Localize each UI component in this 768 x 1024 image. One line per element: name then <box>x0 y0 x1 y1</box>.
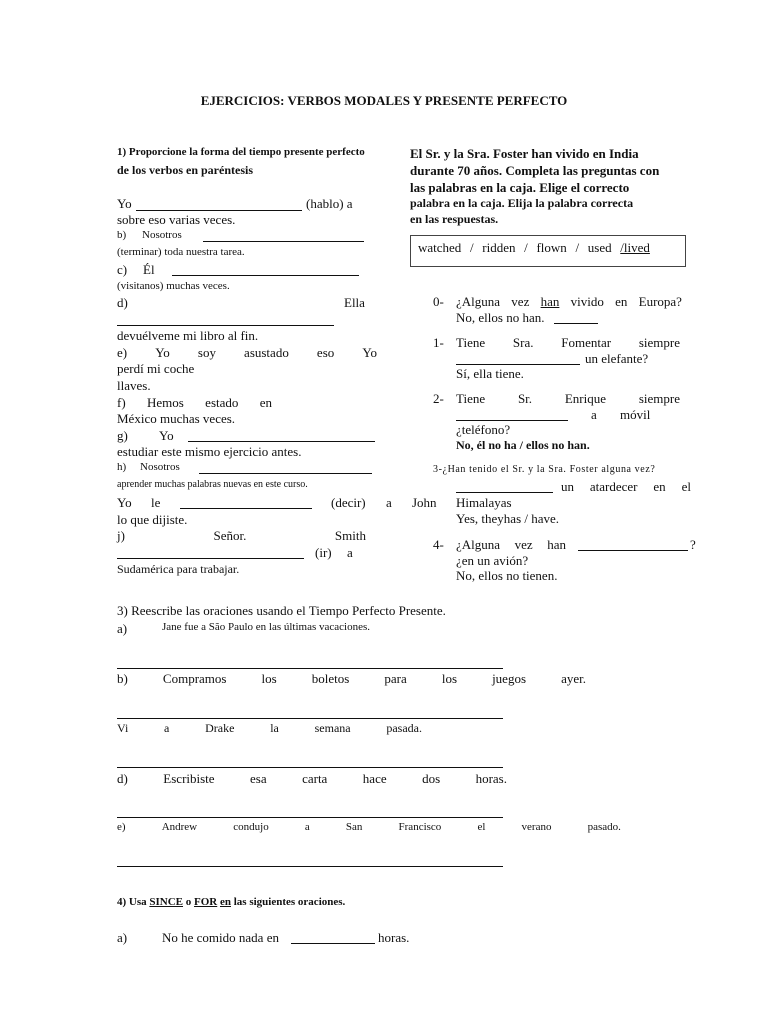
item-e-word: eso <box>316 345 335 360</box>
sec3-e-sentence <box>117 821 621 833</box>
sec3-c-word: a <box>164 721 170 735</box>
sec3-d-word: esa <box>250 771 267 786</box>
q3-word: atardecer <box>589 479 638 494</box>
sec3-a-sentence: Jane fue a São Paulo en las últimas vacaciones. <box>162 621 371 633</box>
sec3-e-word: e) <box>117 821 126 833</box>
q0-word: Europa? <box>638 294 682 309</box>
sec4-a-blank[interactable] <box>291 943 375 944</box>
q1-continuation: un elefante? <box>585 351 649 366</box>
item-j-prep: a <box>347 545 353 560</box>
item-i-continuation: lo que dijiste. <box>117 512 188 527</box>
sec3-c-word: pasada. <box>386 721 422 735</box>
q3-word: en <box>653 479 666 494</box>
q3-question: 3-¿Han tenido el Sr. y la Sra. Foster alguna vez? <box>433 464 656 475</box>
sec3-b-sentence <box>117 671 586 687</box>
sec3-c-sentence <box>117 721 422 736</box>
item-f-word: f) <box>117 395 126 410</box>
item-c-subject: Él <box>143 262 155 277</box>
q3-word: el <box>681 479 691 494</box>
q4-number: 4- <box>433 537 444 552</box>
item-b-subject: Nosotros <box>142 229 182 241</box>
q3-continuation: Himalayas <box>456 495 512 510</box>
q3-blank[interactable] <box>456 492 553 493</box>
q0-word: ¿Alguna <box>456 294 501 309</box>
q0-answer-blank[interactable] <box>554 323 598 324</box>
q0-line1 <box>456 294 682 310</box>
item-f-word: en <box>259 395 272 410</box>
sec3-d-word: Escribiste <box>163 771 215 786</box>
item-j-word: Smith <box>334 528 366 543</box>
q0-number: 0- <box>433 294 444 309</box>
item-d-blank[interactable] <box>117 325 334 326</box>
item-b-continuation: (terminar) toda nuestra tarea. <box>117 246 245 258</box>
q1-answer: Sí, ella tiene. <box>456 366 524 381</box>
item-e-word: Yo <box>155 345 170 360</box>
item-j-line1 <box>117 528 366 544</box>
sec3-d-word: hace <box>362 771 387 786</box>
item-g-label: g) <box>117 428 128 443</box>
sec2-intro-line3: las palabras en la caja. Elige el correcto <box>410 180 630 195</box>
q4-line1 <box>456 537 566 553</box>
sec2-intro-line5: en las respuestas. <box>410 212 499 226</box>
item-a-blank[interactable] <box>136 210 302 211</box>
sec3-d-word: carta <box>302 771 328 786</box>
item-h-continuation: aprender muchas palabras nuevas en este curso. <box>117 479 308 490</box>
q3-word: un <box>561 479 574 494</box>
q4-word: ¿Alguna <box>456 537 501 552</box>
q1-word: siempre <box>638 335 680 350</box>
sec3-e-word: San <box>345 821 363 833</box>
q3-answer: Yes, theyhas / have. <box>456 511 560 526</box>
item-c-label: c) <box>117 262 128 277</box>
item-j-word: j) <box>117 528 125 543</box>
item-b-label: b) <box>117 229 127 241</box>
item-h-blank[interactable] <box>199 473 372 474</box>
sec4-heading-since: SINCE <box>149 896 184 908</box>
word-box-word: flown <box>536 240 567 255</box>
word-box-separator: / <box>524 240 528 255</box>
sec3-b-answer-line[interactable] <box>117 718 503 719</box>
q2-word: Sr. <box>517 391 533 406</box>
item-j-continuation: Sudamérica para trabajar. <box>117 562 240 576</box>
item-f-line2: México muchas veces. <box>117 411 236 426</box>
sec3-d-word: dos <box>422 771 441 786</box>
sec3-b-word: los <box>261 671 277 686</box>
item-e-line3: llaves. <box>117 378 151 393</box>
item-e-word: asustado <box>244 345 289 360</box>
item-h-subject: Nosotros <box>140 461 180 473</box>
word-box-words <box>418 240 650 256</box>
sec3-d-word: d) <box>117 771 128 786</box>
q2-word: móvil <box>620 407 651 422</box>
q0-word: vivido <box>570 294 604 309</box>
page-title: EJERCICIOS: VERBOS MODALES Y PRESENTE PERFECTO <box>200 93 568 108</box>
item-i-pronoun: le <box>151 495 161 510</box>
sec3-e-word: condujo <box>233 821 269 833</box>
item-a-subject: Yo <box>117 196 132 211</box>
q2-word: siempre <box>638 391 680 406</box>
sec3-e-word: verano <box>521 821 552 833</box>
q4-answer: No, ellos no tienen. <box>456 568 558 583</box>
sec4-heading-post: las siguientes oraciones. <box>233 896 346 908</box>
sec3-e-answer-line[interactable] <box>117 866 503 867</box>
item-i-prep: a <box>386 495 392 510</box>
sec4-heading-for: FOR <box>194 896 218 908</box>
q1-word: Fomentar <box>561 335 612 350</box>
sec4-heading-o: o <box>185 896 192 908</box>
sec3-b-word: juegos <box>492 671 527 686</box>
sec3-e-word: a <box>304 821 310 833</box>
q4-blank[interactable] <box>578 550 688 551</box>
q2-word: a <box>591 407 597 422</box>
q2-blank[interactable] <box>456 420 568 421</box>
q2-continuation: ¿teléfono? <box>456 422 511 437</box>
item-d-subject: Ella <box>344 295 365 310</box>
q4-continuation: ¿en un avión? <box>456 553 529 568</box>
item-d-continuation: devuélveme mi libro al fin. <box>117 328 259 343</box>
sec1-heading-line1: 1) Proporcione la forma del tiempo presente perfecto <box>117 146 365 158</box>
item-e-word: Yo <box>362 345 377 360</box>
q2-word: Tiene <box>456 391 486 406</box>
sec3-a-answer-line[interactable] <box>117 668 503 669</box>
sec3-c-word: semana <box>314 721 351 735</box>
sec3-a-label: a) <box>117 621 128 636</box>
sec3-e-word: Andrew <box>161 821 198 833</box>
q2-number: 2- <box>433 391 444 406</box>
sec3-c-word: la <box>270 721 279 735</box>
sec3-e-word: Francisco <box>398 821 442 833</box>
sec2-intro-line4: palabra en la caja. Elija la palabra correcta <box>410 196 634 210</box>
word-box-word: ridden <box>482 240 516 255</box>
item-j-word: Señor. <box>213 528 247 543</box>
item-i-subject: Yo <box>117 495 132 510</box>
item-a-hint: (hablo) a <box>306 196 353 211</box>
sec3-e-word: pasado. <box>587 821 621 833</box>
q1-blank[interactable] <box>456 364 580 365</box>
item-c-continuation: (visitanos) muchas veces. <box>117 280 230 292</box>
item-c-blank[interactable] <box>172 275 359 276</box>
item-b-blank[interactable] <box>203 241 364 242</box>
q0-word: en <box>615 294 628 309</box>
sec3-d-sentence <box>117 771 507 787</box>
item-i-hint: (decir) <box>331 495 366 510</box>
q2-word: Enrique <box>564 391 607 406</box>
item-f-word: Hemos <box>147 395 184 410</box>
q4-question-mark: ? <box>690 537 696 552</box>
item-j-hint: (ir) <box>315 545 332 560</box>
sec3-b-word: Compramos <box>162 671 227 686</box>
sec2-intro-line2: durante 70 años. Completa las preguntas con <box>410 163 660 178</box>
sec3-b-word: para <box>384 671 407 686</box>
item-a-continuation: sobre eso varias veces. <box>117 212 236 227</box>
word-box-word: used <box>587 240 612 255</box>
q4-word: vez <box>514 537 533 552</box>
q2-answer: No, él no ha / ellos no han. <box>456 438 590 452</box>
item-j-blank[interactable] <box>117 558 304 559</box>
item-g-blank[interactable] <box>188 441 375 442</box>
q1-number: 1- <box>433 335 444 350</box>
word-box-separator: / <box>575 240 580 255</box>
item-i-name: John <box>412 495 437 510</box>
sec3-d-word: horas. <box>475 771 507 786</box>
sec3-b-word: boletos <box>311 671 350 686</box>
sec3-e-word: el <box>477 821 486 833</box>
q2-line1 <box>456 391 680 407</box>
sec3-c-word: Vi <box>117 721 129 735</box>
item-f-line1 <box>117 395 272 411</box>
sec4-heading-pre: 4) Usa <box>117 896 147 908</box>
item-e-word: e) <box>117 345 128 360</box>
q0-answer: No, ellos no han. <box>456 310 545 325</box>
item-e-line2: perdí mi coche <box>117 361 195 376</box>
sec1-heading-line2: de los verbos en paréntesis <box>117 163 253 177</box>
sec3-c-answer-line[interactable] <box>117 767 503 768</box>
item-h-label: h) <box>117 461 127 473</box>
sec4-a-label: a) <box>117 930 128 945</box>
sec3-b-word: ayer. <box>561 671 586 686</box>
item-i-blank[interactable] <box>180 508 312 509</box>
sec4-heading-en: en <box>220 896 231 908</box>
item-e-word: soy <box>197 345 216 360</box>
item-f-word: estado <box>205 395 239 410</box>
q0-word: vez <box>511 294 530 309</box>
item-g-subject: Yo <box>159 428 174 443</box>
q1-word: Tiene <box>456 335 486 350</box>
word-box-separator: / <box>469 240 474 255</box>
sec4-heading <box>117 896 345 908</box>
sec3-heading: 3) Reescribe las oraciones usando el Tiempo Perfecto Presente. <box>117 603 446 618</box>
item-d-label: d) <box>117 295 128 310</box>
item-g-continuation: estudiar este mismo ejercicio antes. <box>117 444 302 459</box>
sec2-intro-line1: El Sr. y la Sra. Foster han vivido en India <box>410 146 639 161</box>
item-e-line1 <box>117 345 377 361</box>
q4-word: han <box>547 537 566 552</box>
sec4-a-sentence: No he comido nada en <box>162 930 279 945</box>
sec3-b-word: b) <box>117 671 128 686</box>
sec3-b-word: los <box>441 671 457 686</box>
q0-answer-word: han <box>540 294 560 309</box>
sec3-c-word: Drake <box>205 721 235 735</box>
q3-line2 <box>561 479 691 495</box>
q1-line1 <box>456 335 680 351</box>
word-box-word: watched <box>418 240 462 255</box>
sec4-a-sentence-end: horas. <box>378 930 410 945</box>
sec3-d-answer-line[interactable] <box>117 817 503 818</box>
word-box-word: /lived <box>620 240 650 255</box>
q1-word: Sra. <box>512 335 534 350</box>
